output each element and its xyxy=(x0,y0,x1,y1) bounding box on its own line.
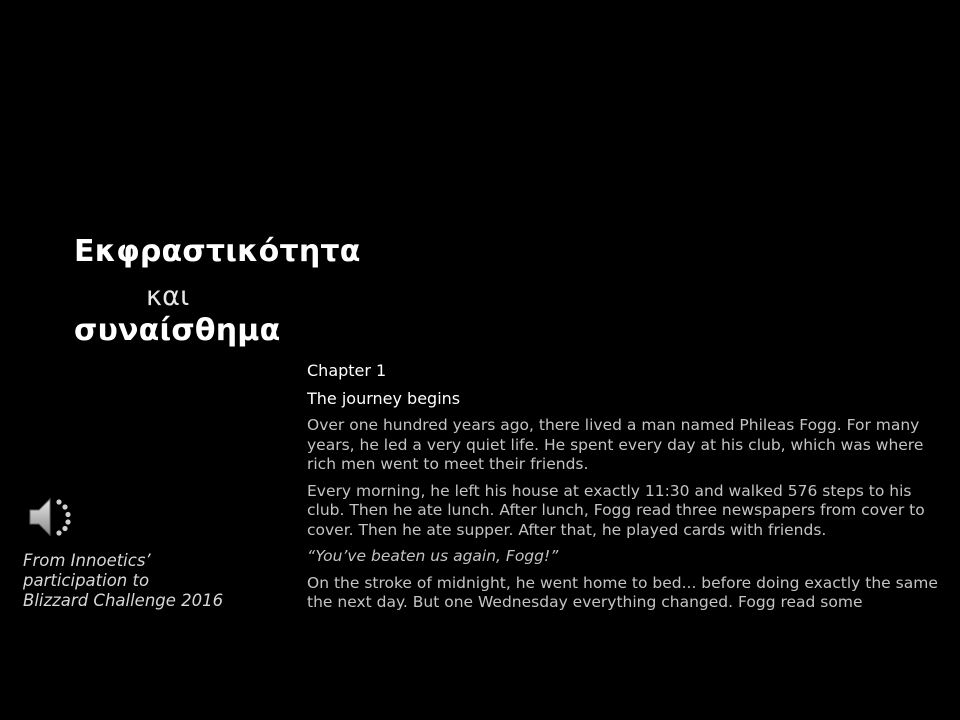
story-paragraph-1: Over one hundred years ago, there lived a man named Phileas Fogg. For many years, he led a very quiet life. He spent every day at his club, which was where rich men went to meet their friends. xyxy=(307,416,924,473)
chapter-subtitle: The journey begins xyxy=(307,389,461,408)
story-paragraph-2: Every morning, he left his house at exactly 11:30 and walked 576 steps to his club. Then he ate lunch. After lunch, Fogg read three newspapers from cover to cover. Then he ate supper. After that, he played cards with friends. xyxy=(307,481,925,539)
slide-title-line-3: συναίσθημα xyxy=(74,313,281,348)
story-excerpt xyxy=(307,360,947,626)
credit-line-1: From Innoetics’ xyxy=(23,551,151,570)
story-paragraph-3: On the stroke of midnight, he went home to bed... before doing exactly the same the next day. But one Wednesday everything changed. Fogg read some xyxy=(307,573,938,611)
slide-title-line-2: και xyxy=(146,281,190,312)
slide-title-line-1: Εκφραστικότητα xyxy=(74,234,361,269)
chapter-label: Chapter 1 xyxy=(307,361,387,380)
credit-line-2: participation to xyxy=(23,571,150,590)
credit-text xyxy=(23,551,273,611)
credit-line-3: Blizzard Challenge 2016 xyxy=(23,591,224,610)
story-quote: “You’ve beaten us again, Fogg!” xyxy=(307,547,559,565)
speaker-icon[interactable] xyxy=(28,496,78,538)
